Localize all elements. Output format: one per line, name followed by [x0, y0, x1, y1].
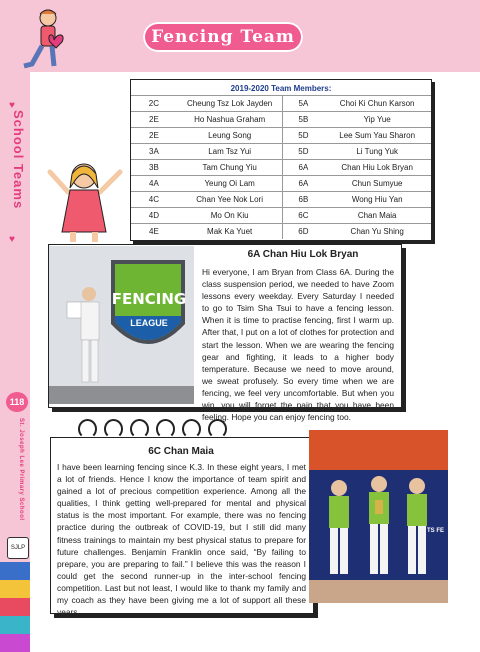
page-title: Fencing Team [143, 22, 303, 52]
banner-text: LEAGUE [130, 318, 168, 328]
name-cell: Tam Chung Yiu [177, 160, 283, 176]
color-stripe [0, 634, 30, 652]
name-cell: Leung Song [177, 128, 283, 144]
article-heading: 6C Chan Maia [148, 446, 214, 457]
girl-illustration [40, 152, 130, 244]
table-row [131, 224, 431, 240]
class-cell: 4C [131, 192, 177, 208]
name-cell: Li Tung Yuk [323, 144, 431, 160]
color-stripe [0, 562, 30, 580]
table-row [131, 192, 431, 208]
class-cell: 6A [283, 160, 323, 176]
school-logo: SJLP [7, 537, 29, 559]
school-name: St. Joseph Lee Primary School [18, 418, 24, 521]
table-row [131, 176, 431, 192]
spiral-ring [182, 419, 201, 439]
boy-heart-illustration [4, 4, 70, 76]
spiral-ring [156, 419, 175, 439]
class-cell: 4D [131, 208, 177, 224]
heart-icon: ♥ [9, 100, 15, 111]
name-cell: Ho Nashua Graham [177, 112, 283, 128]
name-cell: Mak Ka Yuet [177, 224, 283, 240]
team-photo-illustration [309, 430, 448, 603]
table-row [131, 208, 431, 224]
class-cell: 6D [283, 224, 323, 240]
class-cell: 6A [283, 176, 323, 192]
class-cell: 5B [283, 112, 323, 128]
name-cell: Lam Tsz Yui [177, 144, 283, 160]
class-cell: 6B [283, 192, 323, 208]
table-row [131, 128, 431, 144]
heart-icon: ♥ [9, 234, 15, 245]
name-cell: Chun Sumyue [323, 176, 431, 192]
spiral-ring [78, 419, 97, 439]
class-cell: 2E [131, 128, 177, 144]
class-cell: 6C [283, 208, 323, 224]
name-cell: Lee Sum Yau Sharon [323, 128, 431, 144]
class-cell: 4A [131, 176, 177, 192]
team-table [131, 95, 431, 239]
name-cell: Chan Maia [323, 208, 431, 224]
table-row [131, 144, 431, 160]
team-heading: 2019-2020 Team Members: [230, 84, 332, 93]
name-cell: Choi Ki Chun Karson [323, 96, 431, 112]
color-stripe [0, 598, 30, 616]
page-number: 118 [6, 392, 28, 412]
table-row [131, 112, 431, 128]
student-photo [49, 246, 194, 404]
color-stripe [0, 580, 30, 598]
class-cell: 5A [283, 96, 323, 112]
team-members-box [130, 79, 432, 241]
spiral-ring [208, 419, 227, 439]
name-cell: Wong Hiu Yan [323, 192, 431, 208]
class-cell: 3B [131, 160, 177, 176]
article-text: Hi everyone, I am Bryan from Class 6A. During the class suspension period, we needed to have Zoom lessons every weekday. Every Saturday I needed to go to Tsim Sha Tsui to have a fencing lesson. When it is time to practise fencing, first I warm up. After that, I put on a lot of clothes for protection and start the lesson. When we are wearing the fencing gear and fighting, it leads to a higher body temperature. Because we need to move around, we sweat profusely. So every time when we are fencing, we feel very uncomfortable. But when you win, you will forget the pain that you have been feeling. Hope you can enjoy fencing too. [202, 267, 394, 423]
name-cell: Mo On Kiu [177, 208, 283, 224]
name-cell: Cheung Tsz Lok Jayden [177, 96, 283, 112]
class-cell: 3A [131, 144, 177, 160]
article-text: I have been learning fencing since K.3. In these eight years, I met a lot of friends. Hence I know the importance of team spirit and gained a lot of precious competition experience. Among all the qualities, I think getting well-prepared for mental and physical status is the most important. For example, there was no fencing practice during the outbreak of COVID-19, but I still did many fitness trainings to maintain my best physical status to prepare for future challenges. Benjamin Franklin once said, “By failing to prepare, you are preparing to fail.” I believe this was the reason I could get the second runner-up in the inter-school fencing competition. Last but not least, I would like to thank my family and my coach as they have been giving me a lot of support all these years. [57, 462, 306, 618]
name-cell: Yip Yue [323, 112, 431, 128]
table-row [131, 160, 431, 176]
section-label: School Teams [11, 110, 26, 210]
article-heading: 6A Chan Hiu Lok Bryan [247, 249, 359, 260]
class-cell: 5D [283, 144, 323, 160]
class-cell: 2E [131, 112, 177, 128]
class-cell: 5D [283, 128, 323, 144]
spiral-ring [130, 419, 149, 439]
banner-text: FENCING [111, 290, 187, 308]
name-cell: Chan Hiu Lok Bryan [323, 160, 431, 176]
spiral-ring [104, 419, 123, 439]
banner-text: TS FE [427, 528, 445, 534]
class-cell: 2C [131, 96, 177, 112]
color-stripe [0, 616, 30, 634]
class-cell: 4E [131, 224, 177, 240]
team-photo [309, 430, 448, 603]
name-cell: Chan Yee Nok Lori [177, 192, 283, 208]
name-cell: Yeung Oi Lam [177, 176, 283, 192]
name-cell: Chan Yu Shing [323, 224, 431, 240]
table-row [131, 96, 431, 112]
